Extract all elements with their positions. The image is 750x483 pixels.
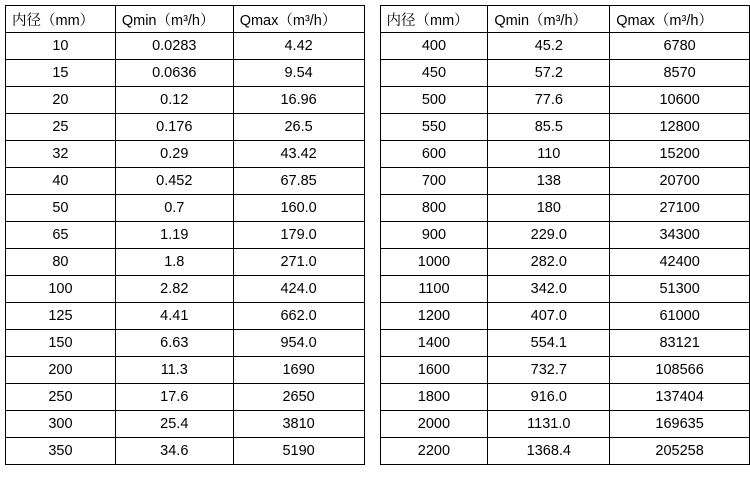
table-row: [6, 141, 365, 168]
cell-qmax: 16.96: [233, 87, 364, 114]
cell-qmax: 26.5: [233, 114, 364, 141]
cell-qmax: 4.42: [233, 33, 364, 60]
table-row: [380, 114, 750, 141]
cell-qmin: 85.5: [488, 114, 610, 141]
cell-qmin: 1.8: [115, 249, 233, 276]
cell-inner-diameter: 1000: [380, 249, 488, 276]
cell-qmin: 4.41: [115, 303, 233, 330]
table-row: [380, 249, 750, 276]
large-diameter-flow-table: [380, 5, 750, 465]
cell-inner-diameter: 1100: [380, 276, 488, 303]
table-row: [6, 411, 365, 438]
cell-inner-diameter: 400: [380, 33, 488, 60]
cell-qmax: 20700: [610, 168, 750, 195]
cell-qmin: 2.82: [115, 276, 233, 303]
cell-inner-diameter: 40: [6, 168, 116, 195]
cell-inner-diameter: 25: [6, 114, 116, 141]
cell-inner-diameter: 100: [6, 276, 116, 303]
cell-qmin: 1131.0: [488, 411, 610, 438]
cell-qmax: 6780: [610, 33, 750, 60]
cell-inner-diameter: 1600: [380, 357, 488, 384]
cell-inner-diameter: 10: [6, 33, 116, 60]
cell-qmax: 42400: [610, 249, 750, 276]
column-header-inner-diameter: 内径（mm）: [6, 6, 116, 33]
cell-inner-diameter: 20: [6, 87, 116, 114]
column-header-qmin: Qmin（m³/h）: [115, 6, 233, 33]
cell-qmax: 15200: [610, 141, 750, 168]
cell-qmin: 282.0: [488, 249, 610, 276]
cell-qmin: 45.2: [488, 33, 610, 60]
column-header-inner-diameter: 内径（mm）: [380, 6, 488, 33]
table-row: [6, 87, 365, 114]
cell-inner-diameter: 600: [380, 141, 488, 168]
table-row: [380, 330, 750, 357]
cell-qmax: 67.85: [233, 168, 364, 195]
cell-qmax: 179.0: [233, 222, 364, 249]
cell-qmax: 8570: [610, 60, 750, 87]
cell-qmax: 169635: [610, 411, 750, 438]
cell-qmin: 0.452: [115, 168, 233, 195]
table-row: [6, 303, 365, 330]
cell-qmin: 342.0: [488, 276, 610, 303]
table-row: [6, 222, 365, 249]
cell-inner-diameter: 800: [380, 195, 488, 222]
table-row: [6, 114, 365, 141]
cell-inner-diameter: 50: [6, 195, 116, 222]
cell-qmin: 0.7: [115, 195, 233, 222]
cell-qmin: 0.0283: [115, 33, 233, 60]
cell-qmin: 11.3: [115, 357, 233, 384]
cell-qmin: 34.6: [115, 438, 233, 465]
cell-qmin: 138: [488, 168, 610, 195]
cell-qmax: 3810: [233, 411, 364, 438]
cell-qmax: 10600: [610, 87, 750, 114]
cell-qmin: 0.29: [115, 141, 233, 168]
column-header-qmax: Qmax（m³/h）: [610, 6, 750, 33]
cell-qmin: 0.176: [115, 114, 233, 141]
cell-qmax: 205258: [610, 438, 750, 465]
cell-qmax: 27100: [610, 195, 750, 222]
cell-qmax: 83121: [610, 330, 750, 357]
table-row: [380, 141, 750, 168]
table-row: [380, 60, 750, 87]
cell-inner-diameter: 2200: [380, 438, 488, 465]
cell-qmin: 77.6: [488, 87, 610, 114]
cell-qmax: 61000: [610, 303, 750, 330]
cell-qmax: 662.0: [233, 303, 364, 330]
cell-qmin: 916.0: [488, 384, 610, 411]
table-row: [6, 438, 365, 465]
cell-qmin: 110: [488, 141, 610, 168]
cell-qmin: 229.0: [488, 222, 610, 249]
table-row: [6, 276, 365, 303]
column-header-qmax: Qmax（m³/h）: [233, 6, 364, 33]
table-row: [380, 222, 750, 249]
table-row: [6, 33, 365, 60]
cell-qmin: 0.0636: [115, 60, 233, 87]
cell-qmax: 34300: [610, 222, 750, 249]
table-row: [380, 384, 750, 411]
table-row: [380, 303, 750, 330]
table-row: [6, 168, 365, 195]
table-header-row: [6, 6, 365, 33]
table-row: [6, 384, 365, 411]
cell-qmax: 5190: [233, 438, 364, 465]
table-row: [380, 87, 750, 114]
cell-inner-diameter: 350: [6, 438, 116, 465]
cell-qmax: 43.42: [233, 141, 364, 168]
small-diameter-flow-table: [5, 5, 365, 465]
cell-qmax: 954.0: [233, 330, 364, 357]
cell-inner-diameter: 2000: [380, 411, 488, 438]
table-row: [6, 357, 365, 384]
cell-qmin: 1.19: [115, 222, 233, 249]
cell-inner-diameter: 1800: [380, 384, 488, 411]
table-row: [380, 168, 750, 195]
cell-qmin: 17.6: [115, 384, 233, 411]
table-row: [380, 33, 750, 60]
cell-inner-diameter: 700: [380, 168, 488, 195]
column-header-qmin: Qmin（m³/h）: [488, 6, 610, 33]
cell-qmax: 424.0: [233, 276, 364, 303]
cell-inner-diameter: 1400: [380, 330, 488, 357]
cell-inner-diameter: 200: [6, 357, 116, 384]
cell-inner-diameter: 300: [6, 411, 116, 438]
cell-qmax: 9.54: [233, 60, 364, 87]
table-header-row: [380, 6, 750, 33]
cell-qmax: 160.0: [233, 195, 364, 222]
cell-qmax: 271.0: [233, 249, 364, 276]
cell-inner-diameter: 550: [380, 114, 488, 141]
cell-inner-diameter: 1200: [380, 303, 488, 330]
table-row: [6, 195, 365, 222]
cell-inner-diameter: 900: [380, 222, 488, 249]
cell-qmin: 0.12: [115, 87, 233, 114]
cell-qmax: 12800: [610, 114, 750, 141]
cell-inner-diameter: 150: [6, 330, 116, 357]
cell-qmax: 2650: [233, 384, 364, 411]
cell-qmax: 1690: [233, 357, 364, 384]
cell-inner-diameter: 15: [6, 60, 116, 87]
cell-qmax: 108566: [610, 357, 750, 384]
table-row: [380, 195, 750, 222]
table-row: [6, 249, 365, 276]
cell-qmax: 137404: [610, 384, 750, 411]
cell-inner-diameter: 32: [6, 141, 116, 168]
cell-qmin: 25.4: [115, 411, 233, 438]
cell-qmin: 1368.4: [488, 438, 610, 465]
table-row: [380, 438, 750, 465]
cell-inner-diameter: 450: [380, 60, 488, 87]
cell-inner-diameter: 125: [6, 303, 116, 330]
cell-qmin: 554.1: [488, 330, 610, 357]
table-row: [6, 330, 365, 357]
table-row: [380, 411, 750, 438]
cell-inner-diameter: 250: [6, 384, 116, 411]
cell-inner-diameter: 80: [6, 249, 116, 276]
table-row: [6, 60, 365, 87]
cell-qmin: 57.2: [488, 60, 610, 87]
cell-qmin: 180: [488, 195, 610, 222]
table-row: [380, 276, 750, 303]
cell-qmin: 732.7: [488, 357, 610, 384]
cell-qmin: 6.63: [115, 330, 233, 357]
cell-qmax: 51300: [610, 276, 750, 303]
cell-inner-diameter: 65: [6, 222, 116, 249]
cell-inner-diameter: 500: [380, 87, 488, 114]
cell-qmin: 407.0: [488, 303, 610, 330]
table-row: [380, 357, 750, 384]
